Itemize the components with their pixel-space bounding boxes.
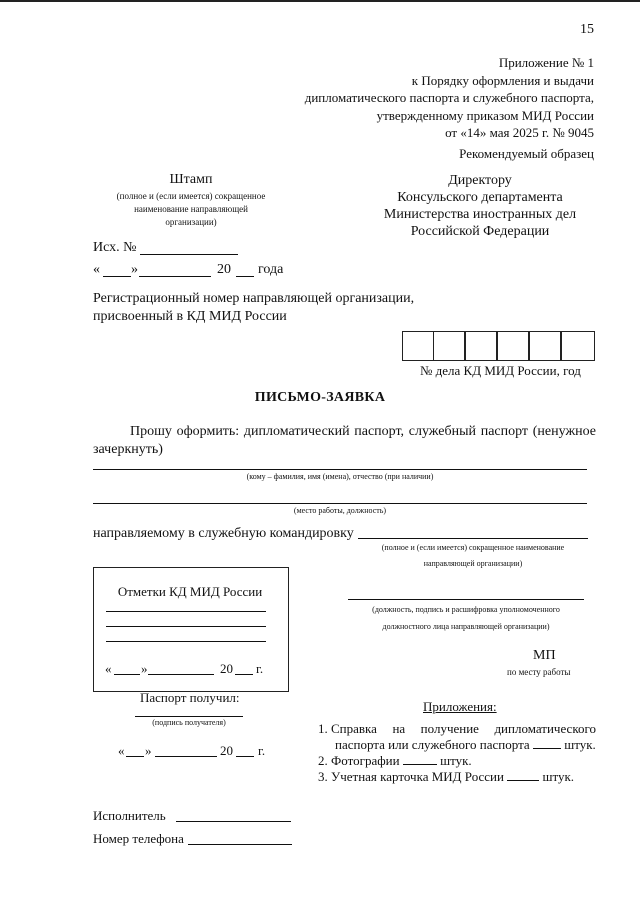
received-date-open: « bbox=[118, 743, 125, 758]
request-word: дипломатический bbox=[243, 424, 350, 439]
mfa-day-field[interactable] bbox=[114, 674, 140, 675]
received-day-field[interactable] bbox=[126, 756, 144, 757]
page-number: 15 bbox=[580, 22, 594, 37]
attachment-item-2 bbox=[318, 753, 472, 769]
addressee-block bbox=[370, 172, 590, 240]
seal-mark: МП bbox=[533, 648, 556, 663]
attachment-item-1-line-2 bbox=[335, 737, 596, 753]
request-word: Прошу bbox=[130, 424, 172, 439]
case-number-cell[interactable] bbox=[529, 331, 561, 361]
sending-organization-field[interactable] bbox=[358, 538, 588, 539]
outgoing-date-close: » bbox=[131, 262, 138, 277]
received-year-prefix: 20 bbox=[220, 743, 233, 758]
mfa-year-prefix: 20 bbox=[220, 661, 233, 676]
recipient-name-field[interactable] bbox=[93, 469, 587, 470]
sending-organization-caption-line-2: направляющей организации) bbox=[423, 559, 523, 568]
scan-top-edge bbox=[0, 0, 640, 2]
executor-label: Исполнитель bbox=[93, 808, 166, 823]
document-title: ПИСЬМО-ЗАЯВКА bbox=[254, 390, 386, 405]
addressee-line-4: Российской Федерации bbox=[410, 224, 550, 239]
stamp-caption-line-3: организации) bbox=[165, 217, 217, 227]
received-month-field[interactable] bbox=[155, 756, 217, 757]
attachment-item-2-text: 2. Фотографии bbox=[318, 753, 400, 768]
phone-label: Номер телефона bbox=[93, 831, 184, 846]
received-date-close: » bbox=[145, 743, 152, 758]
attachment-item-1-text: паспорта или служебного паспорта bbox=[335, 737, 530, 752]
business-trip-label: направляемому в служебную командировку bbox=[93, 526, 354, 541]
sending-organization-caption bbox=[358, 540, 588, 572]
case-number-cell[interactable] bbox=[497, 331, 529, 361]
official-caption-line-1: (должность, подпись и расшифровка уполномоченного bbox=[372, 605, 560, 614]
attachment-word: дипломатического bbox=[494, 721, 596, 736]
attachment-item-2-unit: штук. bbox=[440, 753, 472, 768]
received-year-suffix: г. bbox=[258, 743, 266, 758]
recipient-signature-field[interactable] bbox=[135, 716, 243, 717]
recommended-sample: Рекомендуемый образец bbox=[459, 146, 594, 161]
case-number-cell[interactable] bbox=[402, 331, 434, 361]
attachment-word: получение bbox=[420, 721, 479, 736]
stamp-caption-line-2: наименование направляющей bbox=[134, 204, 248, 214]
request-line-2: зачеркнуть) bbox=[93, 442, 163, 457]
outgoing-month-field[interactable] bbox=[139, 276, 211, 277]
mfa-date-open: « bbox=[105, 661, 112, 676]
addressee-line-3: Министерства иностранных дел bbox=[383, 207, 577, 222]
mfa-year-field[interactable] bbox=[235, 674, 253, 675]
card-count-field[interactable] bbox=[507, 780, 539, 781]
photos-count-field[interactable] bbox=[403, 764, 437, 765]
outgoing-date-open: « bbox=[93, 262, 100, 277]
registration-line-2: присвоенный в КД МИД России bbox=[93, 309, 287, 324]
case-number-caption: № дела КД МИД России, год bbox=[420, 363, 581, 378]
workplace-field[interactable] bbox=[93, 503, 587, 504]
official-caption-line-2: должностного лица направляющей организации) bbox=[382, 622, 550, 631]
request-word: оформить: bbox=[176, 424, 240, 439]
mfa-marks-field[interactable] bbox=[106, 626, 266, 627]
seal-caption: по месту работы bbox=[507, 667, 571, 677]
registration-line-1: Регистрационный номер направляющей организации, bbox=[93, 291, 415, 306]
attachment-item-3 bbox=[318, 769, 574, 785]
passport-received-title: Паспорт получил: bbox=[140, 690, 240, 705]
request-word: паспорт bbox=[480, 424, 529, 439]
attachment-item-3-unit: штук. bbox=[542, 769, 575, 784]
workplace-caption: (место работы, должность) bbox=[293, 506, 387, 515]
request-word: паспорт, bbox=[354, 424, 405, 439]
mfa-marks-title: Отметки КД МИД России bbox=[117, 584, 263, 599]
received-year-field[interactable] bbox=[236, 756, 254, 757]
mfa-marks-field[interactable] bbox=[106, 611, 266, 612]
addressee-line-2: Консульского департамента bbox=[397, 190, 563, 205]
outgoing-year-suffix: года bbox=[258, 262, 284, 277]
outgoing-year-field[interactable] bbox=[236, 276, 254, 277]
stamp-title: Штамп bbox=[169, 172, 213, 187]
request-word: служебный bbox=[408, 424, 476, 439]
mfa-marks-field[interactable] bbox=[106, 641, 266, 642]
attachment-word: на bbox=[392, 721, 406, 736]
mfa-year-suffix: г. bbox=[256, 661, 264, 676]
appendix-line-4: утвержденному приказом МИД России bbox=[376, 107, 594, 123]
stamp-caption bbox=[91, 190, 291, 229]
request-word: (ненужное bbox=[532, 424, 596, 439]
sending-organization-caption-line-1: (полное и (если имеется) сокращенное наименование bbox=[381, 543, 565, 552]
attachment-word: 1. Справка bbox=[318, 721, 377, 736]
appendix-line-1: Приложение № 1 bbox=[498, 55, 594, 70]
case-number-cell[interactable] bbox=[465, 331, 497, 361]
official-signature-field[interactable] bbox=[348, 599, 584, 600]
stamp-caption-line-1: (полное и (если имеется) сокращенное bbox=[116, 191, 266, 201]
appendix-line-3: дипломатического паспорта и служебного паспорта, bbox=[304, 90, 594, 105]
case-number-cell[interactable] bbox=[433, 331, 465, 361]
case-number-cell[interactable] bbox=[561, 331, 595, 361]
addressee-line-1: Директору bbox=[448, 173, 512, 188]
attachment-item-3-text: 3. Учетная карточка МИД России bbox=[318, 769, 504, 784]
outgoing-year-prefix: 20 bbox=[217, 262, 231, 277]
outgoing-number-label: Исх. № bbox=[93, 240, 137, 255]
outgoing-day-field[interactable] bbox=[103, 276, 131, 277]
attachment-item-1-unit: штук. bbox=[564, 737, 596, 752]
official-caption bbox=[336, 601, 596, 635]
appendix-block bbox=[254, 54, 594, 142]
recipient-name-caption: (кому – фамилия, имя (имена), отчество (при наличии) bbox=[246, 472, 434, 481]
appendix-line-2: к Порядку оформления и выдачи bbox=[411, 72, 594, 88]
registration-label bbox=[93, 290, 414, 326]
outgoing-number-field[interactable] bbox=[140, 254, 238, 255]
attachments-title: Приложения: bbox=[423, 699, 497, 714]
phone-field[interactable] bbox=[188, 844, 292, 845]
mfa-month-field[interactable] bbox=[148, 674, 214, 675]
request-line-1 bbox=[130, 424, 596, 440]
certificate-count-field[interactable] bbox=[533, 748, 561, 749]
recipient-signature-caption: (подпись получателя) bbox=[152, 718, 226, 727]
appendix-line-5: от «14» мая 2025 г. № 9045 bbox=[445, 125, 594, 140]
attachment-item-1 bbox=[318, 721, 596, 737]
executor-field[interactable] bbox=[176, 821, 291, 822]
mfa-date-close: » bbox=[141, 661, 148, 676]
